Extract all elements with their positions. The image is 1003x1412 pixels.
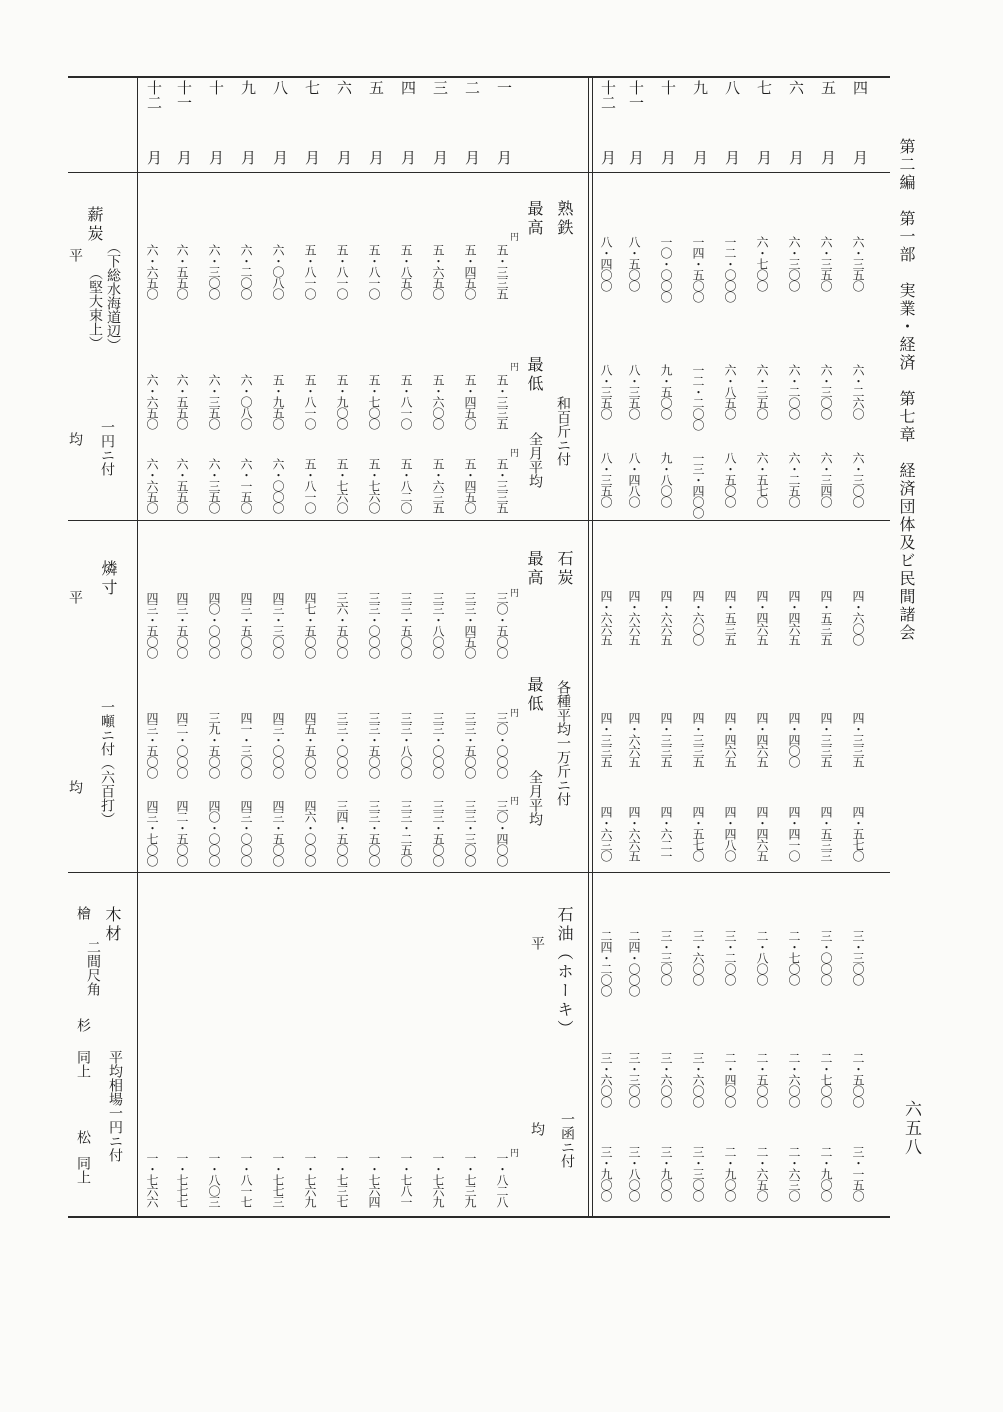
label-oil-unit: 一函ニ付 <box>559 1112 575 1168</box>
matches-col3-10: 四〇・〇〇〇 <box>207 800 221 866</box>
matches-col1-4: 三三・五〇〇 <box>399 592 413 658</box>
iron-avg-6: 一三・四〇〇 <box>691 452 705 518</box>
table-header-rule <box>68 172 890 173</box>
iron-avg-7: 九・八〇〇 <box>659 452 673 507</box>
firewood-col2-2: 五・四五〇 <box>463 374 477 429</box>
iron-avg-4: 六・五七〇 <box>755 452 769 507</box>
iron-high-7: 一〇・〇〇〇 <box>659 236 673 302</box>
label-avg-a-1: 平 <box>67 248 83 262</box>
iron-low-4: 六・三五〇 <box>755 364 769 419</box>
firewood-col2-7: 五・八一〇 <box>303 374 317 429</box>
label-coal-high: 最高 <box>525 550 544 588</box>
iron-avg-1: 六・三〇〇 <box>851 452 865 507</box>
firewood-col1-8: 六・〇八〇 <box>271 244 285 299</box>
left-month-suffix-11: 月 <box>175 150 193 165</box>
oil-col3-5: 二・九〇〇 <box>723 1146 737 1201</box>
matches-col3-7: 四六・〇〇〇 <box>303 800 317 866</box>
firewood-col3-3: 五・六三五 <box>431 458 445 513</box>
oil-col3-9: 三・九〇〇 <box>599 1146 613 1201</box>
coal-high-6: 四・六〇〇 <box>691 590 705 645</box>
left-month-suffix-1: 月 <box>495 150 513 165</box>
left-month-number-5: 五 <box>367 80 385 95</box>
timber-col-2: 一・七三九 <box>463 1152 477 1207</box>
iron-high-5: 一二・〇〇〇 <box>723 236 737 302</box>
matches-col2-6: 三三・〇〇〇 <box>335 712 349 778</box>
left-month-suffix-2: 月 <box>463 150 481 165</box>
label-same-1: 同上 <box>75 1050 91 1078</box>
label-matsu: 松 <box>75 1130 91 1144</box>
timber-col-6: 一・七三七 <box>335 1152 349 1207</box>
coal-low-5: 四・四六五 <box>723 712 737 767</box>
iron-high-6: 一四・五〇〇 <box>691 236 705 302</box>
matches-col3-6: 三四・五〇〇 <box>335 800 349 866</box>
section-rule-2 <box>68 872 890 873</box>
label-firewood-unit: 一円ニ付 <box>99 420 115 476</box>
firewood-col3-1: 五・三三五 <box>495 458 509 513</box>
firewood-col2-5: 五・七〇〇 <box>367 374 381 429</box>
center-divider <box>588 76 589 1217</box>
right-month-suffix-1: 月 <box>851 150 869 165</box>
firewood-col3-10: 六・三五〇 <box>207 458 221 513</box>
oil-col3-8: 三・八〇〇 <box>627 1146 641 1201</box>
matches-col3-2: 三三・三〇〇 <box>463 800 477 866</box>
oil-col2-2: 二・七〇〇 <box>819 1052 833 1107</box>
label-iron-avg: 全月平均 <box>527 432 543 488</box>
coal-low-6: 四・三三五 <box>691 712 705 767</box>
yen-mark-6: 円 <box>508 796 518 805</box>
firewood-col1-1: 五・三三五 <box>495 244 509 299</box>
matches-col2-4: 三三・八〇〇 <box>399 712 413 778</box>
yen-mark-3: 円 <box>508 448 518 457</box>
iron-high-4: 六・七〇〇 <box>755 236 769 291</box>
firewood-col2-1: 五・三三五 <box>495 374 509 429</box>
firewood-col3-4: 五・八二〇 <box>399 458 413 513</box>
oil-col2-8: 三・三〇〇 <box>627 1052 641 1107</box>
coal-avg-3: 四・四一〇 <box>787 806 801 861</box>
timber-col-12: 一・七六六 <box>145 1152 159 1207</box>
firewood-col2-3: 五・六〇〇 <box>431 374 445 429</box>
right-month-number-9: 十二 <box>599 80 617 110</box>
label-timber-unit: 平均相場一円ニ付 <box>107 1050 123 1162</box>
oil-col3-3: 二・六三〇 <box>787 1146 801 1201</box>
oil-col1-5: 三・二〇〇 <box>723 930 737 985</box>
matches-col1-10: 四〇・〇〇〇 <box>207 592 221 658</box>
right-month-suffix-4: 月 <box>755 150 773 165</box>
coal-avg-2: 四・五三三 <box>819 806 833 861</box>
oil-col2-5: 二・四〇〇 <box>723 1052 737 1107</box>
right-month-suffix-6: 月 <box>691 150 709 165</box>
coal-avg-6: 四・五七〇 <box>691 806 705 861</box>
coal-high-7: 四・六六五 <box>659 590 673 645</box>
matches-col3-5: 三三・五〇〇 <box>367 800 381 866</box>
firewood-col3-7: 五・八一〇 <box>303 458 317 513</box>
matches-col1-8: 四三・三〇〇 <box>271 592 285 658</box>
timber-col-7: 一・七六九 <box>303 1152 317 1207</box>
left-month-number-4: 四 <box>399 80 417 95</box>
matches-col2-8: 四三・〇〇〇 <box>271 712 285 778</box>
section-rule-1 <box>68 520 890 521</box>
oil-col1-8: 二四・〇〇〇 <box>627 930 641 996</box>
matches-col1-3: 三三・八〇〇 <box>431 592 445 658</box>
matches-col1-12: 四三・五〇〇 <box>145 592 159 658</box>
firewood-col1-12: 六・六五〇 <box>145 244 159 299</box>
left-month-suffix-4: 月 <box>399 150 417 165</box>
left-month-suffix-10: 月 <box>207 150 225 165</box>
yen-mark-4: 円 <box>508 588 518 597</box>
page-number: 六五八 <box>901 1100 921 1157</box>
right-month-suffix-7: 月 <box>659 150 677 165</box>
right-month-number-1: 四 <box>851 80 869 95</box>
firewood-col1-2: 五・四五〇 <box>463 244 477 299</box>
iron-avg-3: 六・二五〇 <box>787 452 801 507</box>
table-top-rule <box>68 76 890 78</box>
right-month-number-2: 五 <box>819 80 837 95</box>
coal-low-2: 四・三三五 <box>819 712 833 767</box>
label-avg-b-1: 均 <box>67 432 83 446</box>
matches-col1-7: 四七・五〇〇 <box>303 592 317 658</box>
coal-avg-7: 四・六二一 <box>659 806 673 861</box>
coal-high-3: 四・四六五 <box>787 590 801 645</box>
coal-high-2: 四・五三五 <box>819 590 833 645</box>
firewood-col1-3: 五・六五〇 <box>431 244 445 299</box>
timber-col-11: 一・七七七 <box>175 1152 189 1207</box>
right-month-suffix-8: 月 <box>627 150 645 165</box>
matches-col2-9: 四一・三〇〇 <box>239 712 253 778</box>
oil-col2-6: 三・六〇〇 <box>691 1052 705 1107</box>
firewood-col3-5: 五・七六〇 <box>367 458 381 513</box>
oil-col1-6: 三・六〇〇 <box>691 930 705 985</box>
firewood-col3-6: 五・七六〇 <box>335 458 349 513</box>
timber-col-9: 一・八一七 <box>239 1152 253 1207</box>
left-month-suffix-6: 月 <box>335 150 353 165</box>
label-matches-unit: 一噸ニ付（六百打） <box>99 700 115 826</box>
left-month-number-12: 十二 <box>145 80 163 110</box>
matches-col3-8: 四三・五〇〇 <box>271 800 285 866</box>
oil-col1-1: 三・三〇〇 <box>851 930 865 985</box>
matches-col1-6: 三六・五〇〇 <box>335 592 349 658</box>
matches-col3-11: 四二・五〇〇 <box>175 800 189 866</box>
right-month-number-4: 七 <box>755 80 773 95</box>
oil-col2-7: 三・六〇〇 <box>659 1052 673 1107</box>
matches-col2-5: 三三・五〇〇 <box>367 712 381 778</box>
right-month-suffix-9: 月 <box>599 150 617 165</box>
oil-col3-7: 三・九〇〇 <box>659 1146 673 1201</box>
coal-low-8: 四・六六五 <box>627 712 641 767</box>
matches-col3-12: 四三・七〇〇 <box>145 800 159 866</box>
firewood-col2-6: 五・九〇〇 <box>335 374 349 429</box>
iron-low-2: 六・三〇〇 <box>819 364 833 419</box>
label-avg-a-2: 平 <box>67 590 83 604</box>
matches-col2-10: 三九・五〇〇 <box>207 712 221 778</box>
timber-col-4: 一・七八一 <box>399 1152 413 1207</box>
firewood-col3-11: 六・五五〇 <box>175 458 189 513</box>
matches-col2-2: 三三・五〇〇 <box>463 712 477 778</box>
coal-avg-1: 四・五七〇 <box>851 806 865 861</box>
oil-col3-6: 三・三〇〇 <box>691 1146 705 1201</box>
firewood-col1-4: 五・八五〇 <box>399 244 413 299</box>
yen-mark-2: 円 <box>508 362 518 371</box>
matches-col3-3: 三三・五〇〇 <box>431 800 445 866</box>
label-coal-low: 最低 <box>525 676 544 714</box>
left-month-number-10: 十 <box>207 80 225 95</box>
iron-low-8: 八・三五〇 <box>627 364 641 419</box>
matches-col1-9: 四三・五〇〇 <box>239 592 253 658</box>
label-firewood: 薪炭 <box>85 206 104 244</box>
firewood-col1-10: 六・三〇〇 <box>207 244 221 299</box>
right-month-suffix-2: 月 <box>819 150 837 165</box>
firewood-col2-9: 六・〇八〇 <box>239 374 253 429</box>
iron-low-9: 八・三五〇 <box>599 364 613 419</box>
matches-col2-3: 三三・〇〇〇 <box>431 712 445 778</box>
left-month-number-8: 八 <box>271 80 289 95</box>
oil-col1-7: 三・三〇〇 <box>659 930 673 985</box>
timber-col-8: 一・七七三 <box>271 1152 285 1207</box>
iron-low-1: 六・二六〇 <box>851 364 865 419</box>
coal-low-9: 四・三三五 <box>599 712 613 767</box>
running-head: 第二編 第一部 実業・経済 第七章 経済団体及ビ民間諸会 <box>897 138 916 642</box>
label-firewood-origin: （下総水海道辺） <box>105 240 121 352</box>
firewood-col1-9: 六・二〇〇 <box>239 244 253 299</box>
iron-avg-8: 八・四八〇 <box>627 452 641 507</box>
left-month-number-7: 七 <box>303 80 321 95</box>
matches-col1-2: 三三・四五〇 <box>463 592 477 658</box>
firewood-col2-8: 五・九五〇 <box>271 374 285 429</box>
matches-col2-11: 四二・〇〇〇 <box>175 712 189 778</box>
label-oil-avg-b: 均 <box>529 1122 545 1136</box>
right-month-number-7: 十 <box>659 80 677 95</box>
left-month-number-2: 二 <box>463 80 481 95</box>
firewood-col3-8: 六・〇〇〇 <box>271 458 285 513</box>
oil-col3-4: 二・六五〇 <box>755 1146 769 1201</box>
oil-col1-3: 二・七〇〇 <box>787 930 801 985</box>
coal-low-3: 四・四〇〇 <box>787 712 801 767</box>
right-month-number-8: 十一 <box>627 80 645 110</box>
oil-col2-9: 三・六〇〇 <box>599 1052 613 1107</box>
matches-col1-11: 四三・五〇〇 <box>175 592 189 658</box>
firewood-col2-4: 五・八一〇 <box>399 374 413 429</box>
matches-col2-12: 四三・五〇〇 <box>145 712 159 778</box>
firewood-col3-2: 五・四五〇 <box>463 458 477 513</box>
timber-col-1: 一・八二八 <box>495 1152 509 1207</box>
label-iron-high: 最高 <box>525 200 544 238</box>
matches-col2-7: 四五・五〇〇 <box>303 712 317 778</box>
left-label-divider <box>137 76 138 1217</box>
coal-avg-8: 四・六六五 <box>627 806 641 861</box>
coal-low-4: 四・四六五 <box>755 712 769 767</box>
label-size: 二間尺角 <box>85 940 101 996</box>
oil-col1-9: 二四・二〇〇 <box>599 930 613 996</box>
right-month-number-6: 九 <box>691 80 709 95</box>
oil-col1-2: 三・〇〇〇 <box>819 930 833 985</box>
matches-col3-4: 三三・二五〇 <box>399 800 413 866</box>
coal-high-8: 四・六六五 <box>627 590 641 645</box>
right-month-number-3: 六 <box>787 80 805 95</box>
matches-col2-1: 三〇・〇〇〇 <box>495 712 509 778</box>
oil-col1-4: 二・八〇〇 <box>755 930 769 985</box>
oil-col2-1: 二・五〇〇 <box>851 1052 865 1107</box>
iron-low-7: 九・五〇〇 <box>659 364 673 419</box>
label-coal-avg: 全月平均 <box>527 770 543 826</box>
label-coal: 石炭 <box>555 550 574 588</box>
firewood-col3-9: 六・一五〇 <box>239 458 253 513</box>
iron-low-5: 六・八五〇 <box>723 364 737 419</box>
timber-col-10: 一・八〇三 <box>207 1152 221 1207</box>
iron-high-8: 八・五〇〇 <box>627 236 641 291</box>
coal-avg-4: 四・四六五 <box>755 806 769 861</box>
coal-low-1: 四・三三五 <box>851 712 865 767</box>
iron-high-2: 六・三五〇 <box>819 236 833 291</box>
left-month-suffix-12: 月 <box>145 150 163 165</box>
label-iron-unit: 和百斤ニ付 <box>555 396 571 466</box>
left-month-number-11: 十一 <box>175 80 193 110</box>
yen-mark-1: 円 <box>508 232 518 241</box>
oil-col3-2: 二・九〇〇 <box>819 1146 833 1201</box>
label-oil-avg-a: 平 <box>529 936 545 950</box>
firewood-col2-12: 六・六五〇 <box>145 374 159 429</box>
left-month-suffix-8: 月 <box>271 150 289 165</box>
table-bottom-rule <box>68 1216 890 1218</box>
iron-low-3: 六・二〇〇 <box>787 364 801 419</box>
oil-col2-3: 二・六〇〇 <box>787 1052 801 1107</box>
coal-avg-9: 四・六三〇 <box>599 806 613 861</box>
label-sugi: 杉 <box>75 1018 91 1032</box>
left-month-suffix-5: 月 <box>367 150 385 165</box>
right-month-number-5: 八 <box>723 80 741 95</box>
coal-high-5: 四・五三五 <box>723 590 737 645</box>
timber-col-5: 一・七六四 <box>367 1152 381 1207</box>
matches-col1-1: 三〇・五〇〇 <box>495 592 509 658</box>
label-matches: 燐寸 <box>99 560 118 598</box>
firewood-col1-11: 六・五五〇 <box>175 244 189 299</box>
coal-high-4: 四・四六五 <box>755 590 769 645</box>
iron-high-1: 六・三五〇 <box>851 236 865 291</box>
iron-low-6: 一二・二〇〇 <box>691 364 705 430</box>
coal-high-9: 四・六六五 <box>599 590 613 645</box>
oil-col2-4: 二・五〇〇 <box>755 1052 769 1107</box>
timber-col-3: 一・七六九 <box>431 1152 445 1207</box>
matches-col1-5: 三三・〇〇〇 <box>367 592 381 658</box>
yen-mark-5: 円 <box>508 708 518 717</box>
iron-high-9: 八・四〇〇 <box>599 236 613 291</box>
left-month-number-6: 六 <box>335 80 353 95</box>
label-coal-unit: 各種平均一万斤ニ付 <box>555 680 571 806</box>
left-month-suffix-9: 月 <box>239 150 257 165</box>
coal-high-1: 四・六〇〇 <box>851 590 865 645</box>
iron-avg-2: 六・三四〇 <box>819 452 833 507</box>
left-month-suffix-7: 月 <box>303 150 321 165</box>
left-month-suffix-3: 月 <box>431 150 449 165</box>
right-month-suffix-3: 月 <box>787 150 805 165</box>
yen-mark-7: 円 <box>508 1148 518 1157</box>
center-divider-double <box>592 76 593 1217</box>
firewood-col2-11: 六・五五〇 <box>175 374 189 429</box>
firewood-col2-10: 六・三五〇 <box>207 374 221 429</box>
matches-col3-1: 三〇・四〇〇 <box>495 800 509 866</box>
label-oil: 石油（ホーキ） <box>555 906 574 1039</box>
right-month-suffix-5: 月 <box>723 150 741 165</box>
firewood-col1-5: 五・八一〇 <box>367 244 381 299</box>
iron-avg-5: 八・五〇〇 <box>723 452 737 507</box>
left-month-number-1: 一 <box>495 80 513 95</box>
iron-avg-9: 八・三五〇 <box>599 452 613 507</box>
left-month-number-3: 三 <box>431 80 449 95</box>
label-avg-b-2: 均 <box>67 780 83 794</box>
firewood-col1-7: 五・八一〇 <box>303 244 317 299</box>
matches-col3-9: 四三・〇〇〇 <box>239 800 253 866</box>
label-hinoki: 檜 <box>75 906 91 920</box>
label-firewood-grade: （堅大束上） <box>87 266 103 350</box>
coal-avg-5: 四・四八〇 <box>723 806 737 861</box>
left-month-number-9: 九 <box>239 80 257 95</box>
firewood-col3-12: 六・六五〇 <box>145 458 159 513</box>
firewood-col1-6: 五・八一〇 <box>335 244 349 299</box>
label-iron-low: 最低 <box>525 356 544 394</box>
coal-low-7: 四・三三五 <box>659 712 673 767</box>
iron-high-3: 六・三〇〇 <box>787 236 801 291</box>
label-timber: 木材 <box>103 906 122 944</box>
oil-col3-1: 三・一五〇 <box>851 1146 865 1201</box>
label-same-2: 同上 <box>75 1156 91 1184</box>
label-wrought-iron: 熟鉄 <box>555 200 574 238</box>
